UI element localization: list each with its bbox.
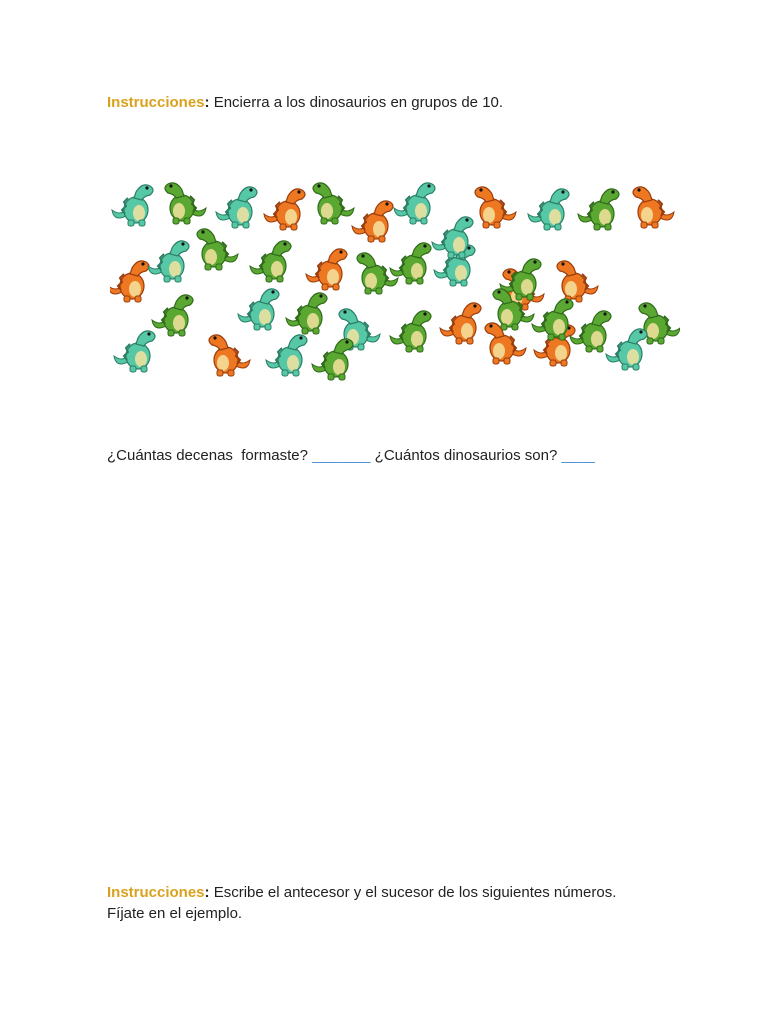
instructions-label: Instrucciones — [107, 884, 205, 901]
instructions-label: Instrucciones — [107, 94, 205, 111]
dinosaur-orange — [306, 249, 347, 290]
question-line — [107, 445, 595, 466]
dinosaur-green — [165, 183, 206, 224]
dinosaur-teal — [266, 335, 307, 376]
dinosaur-green — [312, 339, 353, 380]
question-tens: ¿Cuántas decenas formaste? — [107, 447, 313, 464]
dinosaur-green — [313, 183, 354, 224]
dinosaur-teal — [528, 189, 569, 230]
instructions-colon: : — [204, 884, 210, 901]
dinosaur-teal — [148, 241, 189, 282]
instructions-text: Escribe el antecesor y el sucesor de los siguientes números. Fíjate en el ejemplo. — [107, 884, 617, 922]
dinosaur-green — [250, 241, 291, 282]
dinosaur-picture-field — [110, 168, 680, 388]
dinosaur-orange — [110, 261, 149, 302]
dinosaur-orange — [557, 261, 598, 302]
dinosaur-orange — [633, 187, 674, 228]
instructions-colon: : — [204, 94, 210, 111]
dinosaur-green — [390, 243, 431, 284]
dinosaur-teal — [112, 185, 153, 226]
dinosaur-illustrations — [110, 168, 680, 388]
dinosaur-teal — [114, 331, 155, 372]
dinosaur-orange — [209, 335, 250, 376]
dinosaur-teal — [606, 329, 647, 370]
answer-blank-dinosaurs[interactable]: ____ — [561, 447, 595, 464]
dinosaur-green — [578, 189, 619, 230]
dinosaur-green — [286, 293, 327, 334]
dinosaur-teal — [238, 289, 279, 330]
dinosaur-teal — [394, 183, 435, 224]
instructions-2 — [107, 882, 647, 924]
question-dinosaurs: ¿Cuántos dinosaurios son? — [370, 447, 562, 464]
dinosaur-green — [152, 295, 193, 336]
dinosaur-orange — [352, 201, 393, 242]
dinosaur-orange — [475, 187, 516, 228]
dinosaur-green — [197, 229, 238, 270]
dinosaur-green — [390, 311, 431, 352]
instructions-text: Encierra a los dinosaurios en grupos de 10. — [209, 94, 504, 111]
dinosaur-orange — [440, 303, 481, 344]
instructions-1 — [107, 92, 503, 113]
dinosaur-orange — [264, 189, 305, 230]
dinosaur-teal — [216, 187, 257, 228]
dinosaur-green — [570, 311, 611, 352]
answer-blank-tens[interactable]: _______ — [312, 447, 371, 464]
